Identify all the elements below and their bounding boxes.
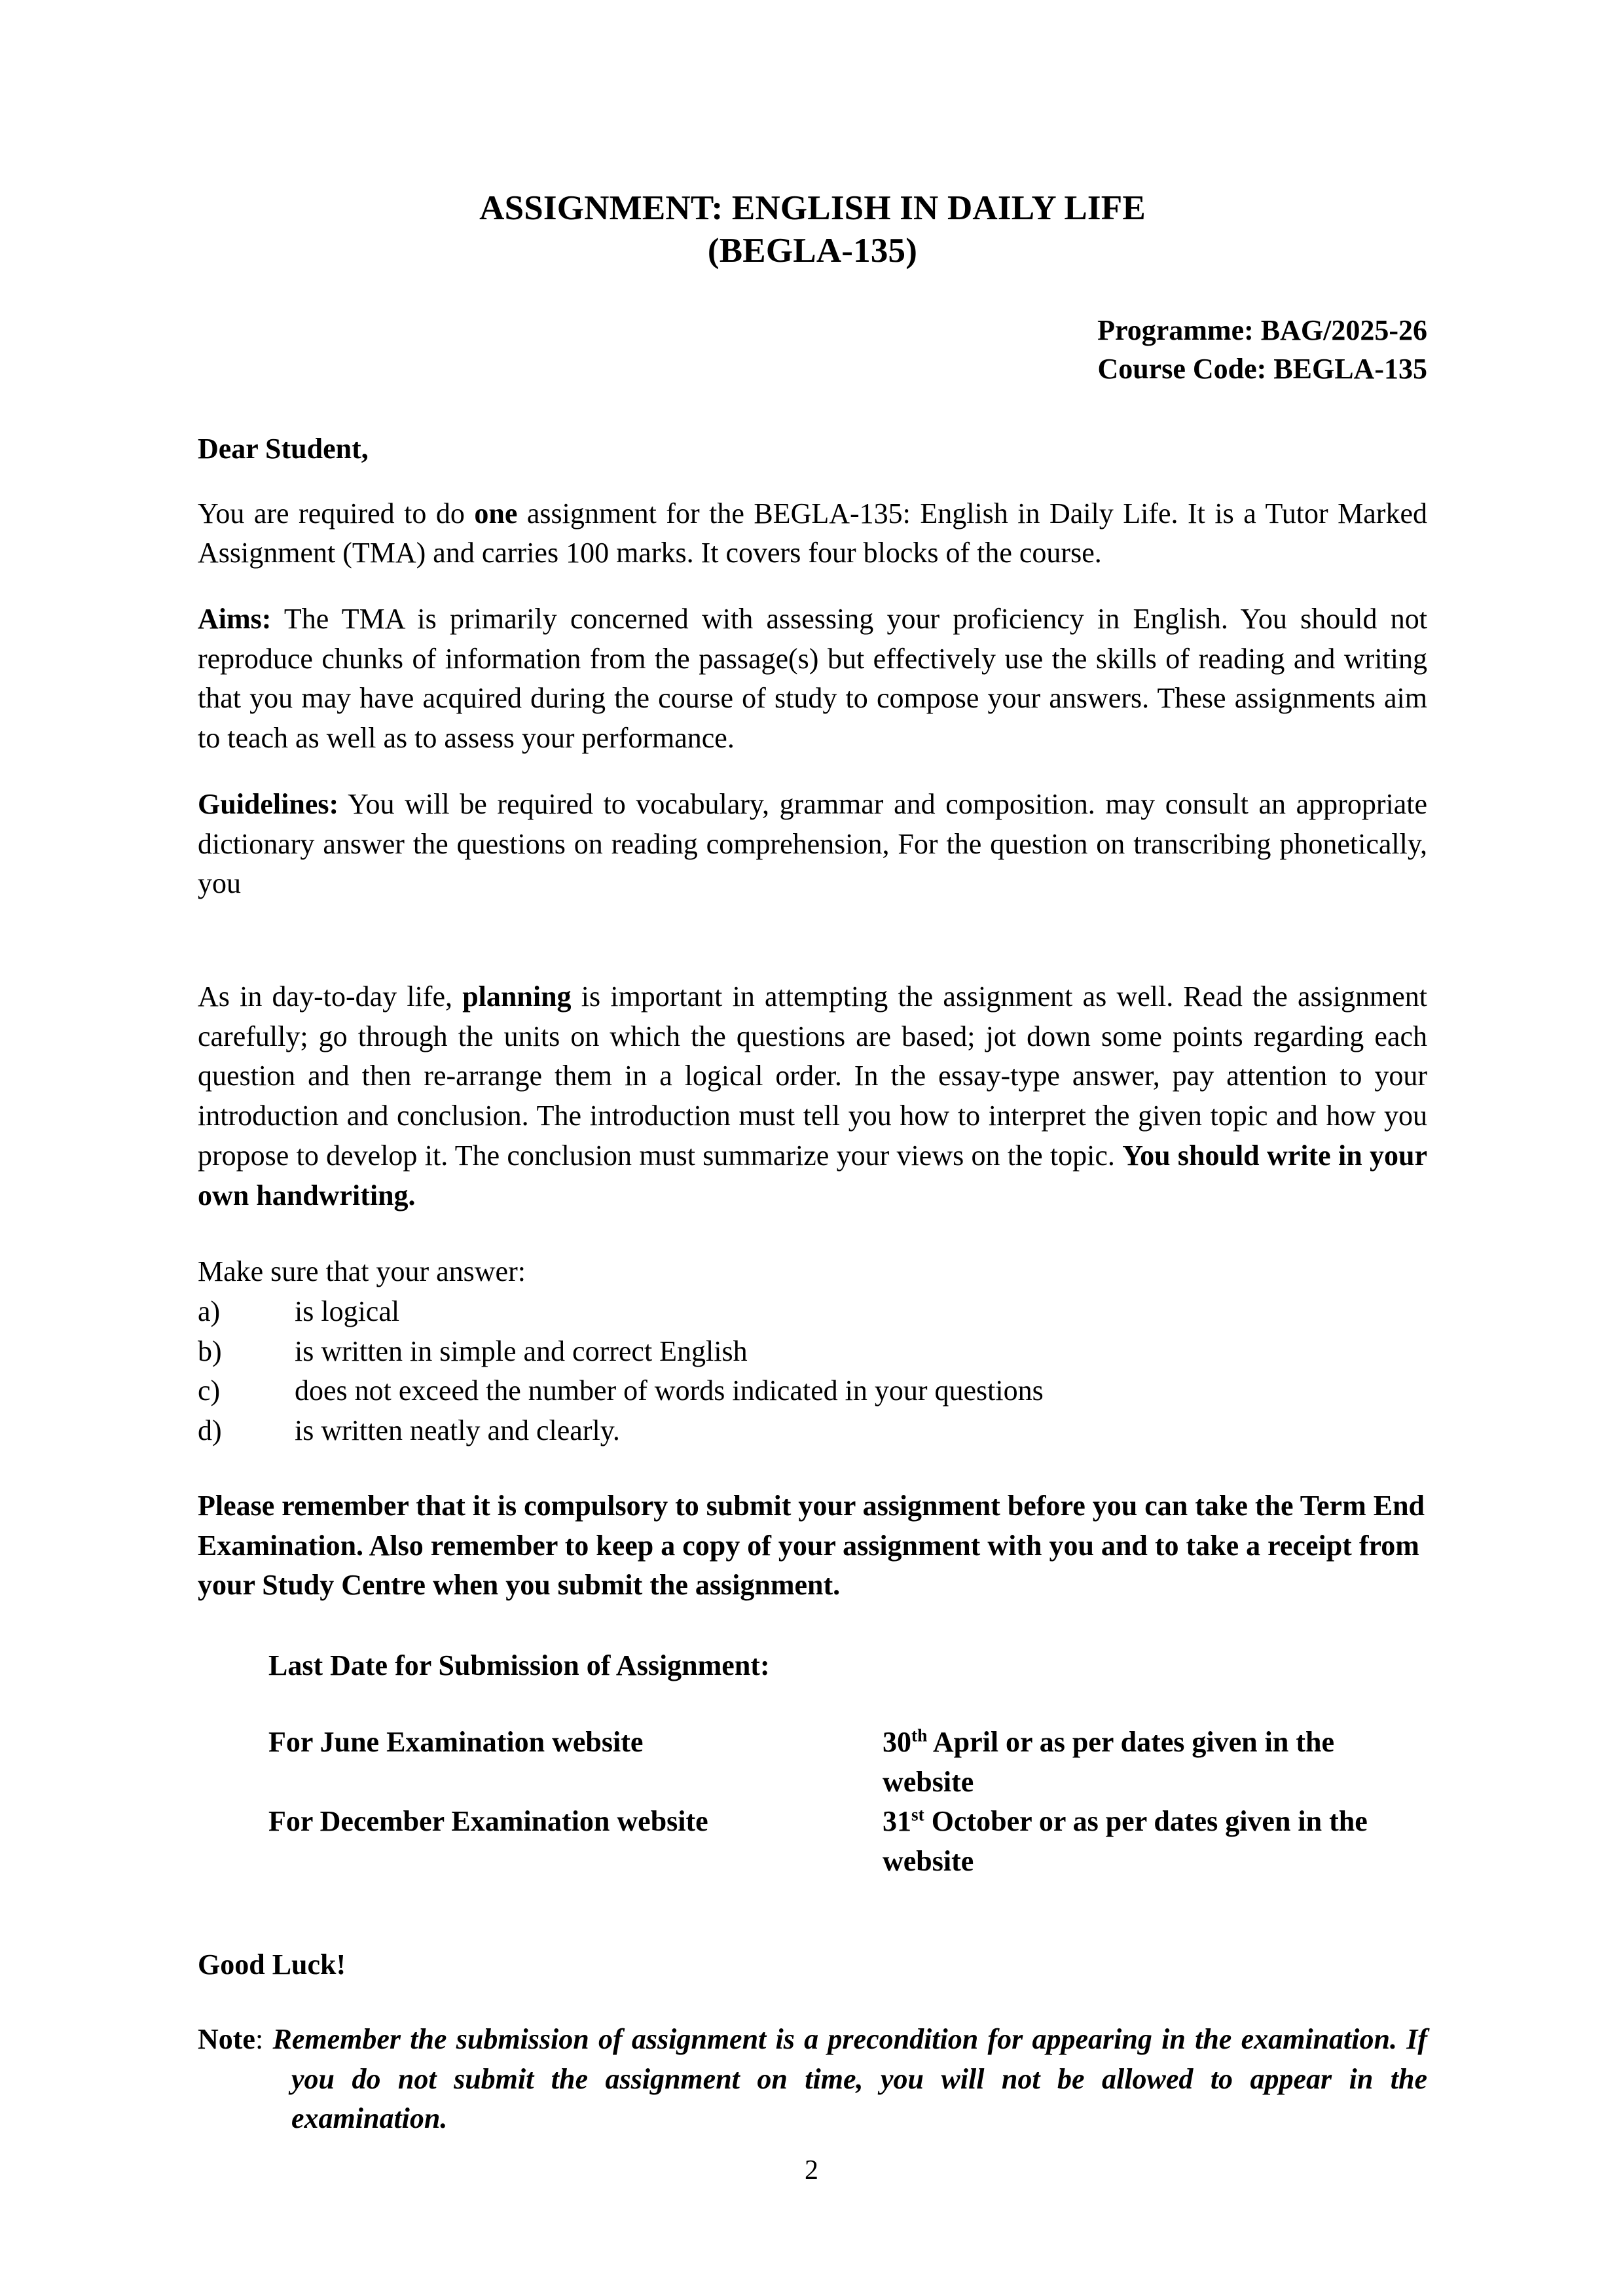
submission-label: For December Examination website xyxy=(268,1805,708,1838)
planning-paragraph xyxy=(198,977,1427,1215)
submission-dates-section xyxy=(198,1646,1427,1882)
list-item-text: is logical xyxy=(295,1295,400,1328)
submission-day: 31 xyxy=(883,1805,911,1838)
submission-value-rest: October or as per dates given in the website xyxy=(883,1805,1368,1877)
list-item xyxy=(198,1332,1427,1372)
page-title xyxy=(198,0,1427,272)
guidelines-text: You will be required to vocabulary, grammar and composition. may consult an appropriate dictionary answer the questions on reading comprehension, For the question on transcribing phonetically, you xyxy=(198,787,1427,900)
note-body: Remember the submission of assignment is a precondition for appearing in the examination. If you do not submit the assignment on time, you will not be allowed to appear in the examination. xyxy=(272,2022,1427,2135)
list-item-marker: c) xyxy=(198,1374,221,1407)
submission-day-suffix: th xyxy=(911,1725,928,1746)
list-item-text: is written neatly and clearly. xyxy=(295,1414,620,1447)
list-item-marker: b) xyxy=(198,1335,222,1367)
submission-row-june xyxy=(268,1723,1427,1802)
submission-value xyxy=(883,1802,1427,1881)
submission-label: For June Examination website xyxy=(268,1725,644,1758)
document-content xyxy=(198,0,1427,2168)
submission-value-rest: April or as per dates given in the website xyxy=(883,1725,1334,1798)
planning-before: As in day-to-day life, xyxy=(198,980,463,1013)
make-sure-section xyxy=(198,1252,1427,1451)
aims-text: The TMA is primarily concerned with assessing your proficiency in English. You should not reproduce chunks of information from the passage(s) but effectively use the skills of reading and writing that you may have acquired during the course of study to compose your answers. These assignments aim to teach as well as to assess your performance. xyxy=(198,602,1427,755)
make-sure-lead: Make sure that your answer: xyxy=(198,1255,526,1288)
intro-paragraph xyxy=(198,494,1427,573)
planning-middle: is important in attempting the assignment as well. Read the assignment carefully; go through the units on which the questions are based; jot down some points regarding each question and then re-arrange them in a logical order. In the essay-type answer, pay attention to your introduction and conclusion. The introduction must tell you how to interpret the given topic and how you propose to develop it. The conclusion must summarize your views on the topic. xyxy=(198,980,1427,1172)
intro-bold: one xyxy=(474,497,518,529)
planning-bold-handwriting: You should write in your own handwriting. xyxy=(198,1139,1427,1211)
submission-row-december xyxy=(268,1802,1427,1881)
guidelines-paragraph xyxy=(198,785,1427,904)
planning-bold-keyword: planning xyxy=(462,980,572,1013)
course-code-line: Course Code: BEGLA-135 xyxy=(1097,352,1427,385)
aims-label: Aims: xyxy=(198,602,272,635)
programme-line: Programme: BAG/2025-26 xyxy=(1097,314,1427,347)
list-item-text: does not exceed the number of words indicated in your questions xyxy=(295,1374,1044,1407)
title-line-2: (BEGLA-135) xyxy=(707,231,918,270)
salutation: Dear Student, xyxy=(198,433,369,465)
note-label: Note xyxy=(198,2022,255,2055)
note-colon: : xyxy=(255,2022,273,2055)
submission-title: Last Date for Submission of Assignment: xyxy=(268,1649,770,1682)
good-luck-text: Good Luck! xyxy=(198,1948,346,1981)
page-number: 2 xyxy=(805,2155,818,2185)
title-line-1: ASSIGNMENT: ENGLISH IN DAILY LIFE xyxy=(479,189,1146,227)
list-item xyxy=(198,1371,1427,1411)
guidelines-label: Guidelines: xyxy=(198,787,339,820)
list-item-text: is written in simple and correct English xyxy=(295,1335,748,1367)
submission-day-suffix: st xyxy=(911,1804,924,1825)
compulsory-notice: Please remember that it is compulsory to submit your assignment before you can take the Term End Examination. Also remember to keep a copy of your assignment with you and to take a receipt from your Study Centre when you submit the assignment. xyxy=(198,1489,1425,1602)
note-paragraph xyxy=(198,2020,1427,2139)
list-item-marker: a) xyxy=(198,1295,221,1328)
list-item xyxy=(198,1411,1427,1451)
aims-paragraph xyxy=(198,600,1427,759)
submission-value xyxy=(883,1723,1427,1802)
answer-criteria-list xyxy=(198,1292,1427,1451)
intro-before: You are required to do xyxy=(198,497,475,529)
list-item-marker: d) xyxy=(198,1414,222,1447)
submission-day: 30 xyxy=(883,1725,911,1758)
list-item xyxy=(198,1292,1427,1332)
intro-after: assignment for the BEGLA-135: English in Daily Life. It is a Tutor Marked Assignment (TMA) and carries 100 marks. It covers four blocks of the course. xyxy=(198,497,1427,569)
course-meta xyxy=(198,312,1427,388)
